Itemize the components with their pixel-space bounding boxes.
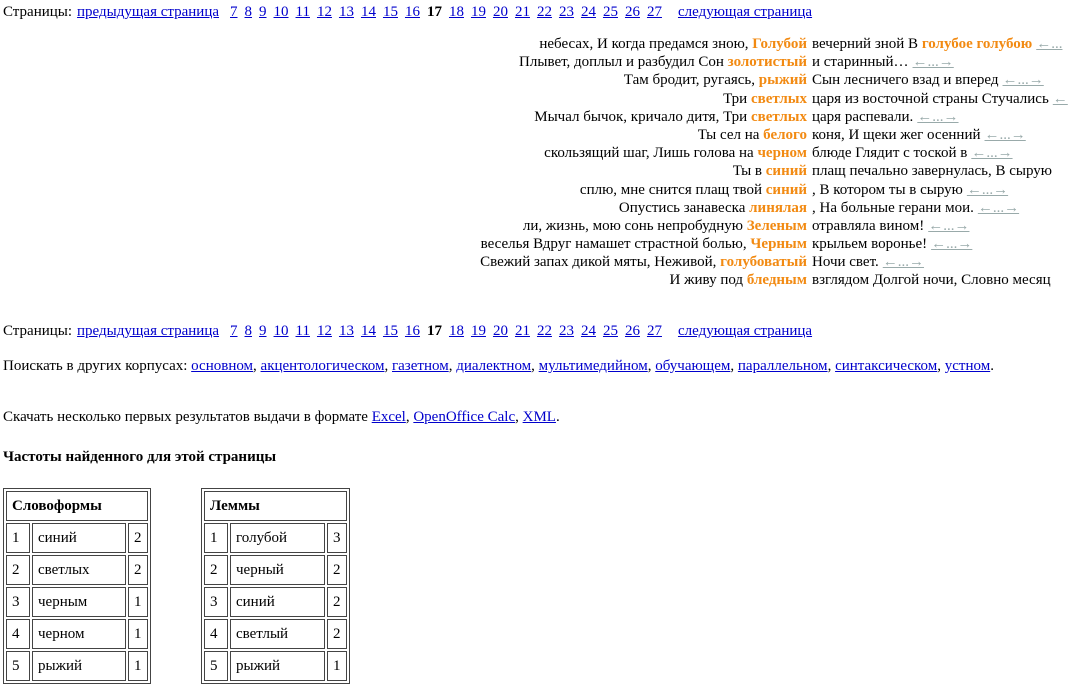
kwic-left-context bbox=[544, 145, 807, 162]
left-text: Мычал бычок, кричало дитя, Три bbox=[534, 108, 751, 125]
table-row bbox=[6, 555, 148, 585]
corpus-link[interactable]: обучающем bbox=[655, 358, 731, 374]
page-link-7[interactable]: 7 bbox=[230, 323, 238, 339]
left-text: веселья Вдруг намашет страстной болью, bbox=[480, 236, 751, 253]
page-link-13[interactable]: 13 bbox=[338, 4, 354, 20]
left-text: небесах, И когда предамся зною, bbox=[539, 36, 753, 52]
right-text: царя распевали. bbox=[812, 108, 914, 125]
right-text: , В котором ты в сырую bbox=[812, 181, 963, 198]
download-results: Скачать несколько первых результатов выдачи в формате Excel, OpenOffice Calc, XML. bbox=[3, 409, 560, 425]
page-link-23[interactable]: 23 bbox=[558, 323, 574, 339]
left-text: Ты в bbox=[732, 163, 766, 180]
kwic-row bbox=[0, 127, 1075, 145]
table-row bbox=[204, 587, 347, 617]
row-word: светлых bbox=[32, 555, 126, 585]
row-word: синий bbox=[32, 523, 126, 553]
row-count: 2 bbox=[327, 555, 347, 585]
row-word: светлый bbox=[230, 619, 325, 649]
kwic-right-context bbox=[812, 236, 972, 253]
kwic-row bbox=[0, 163, 1075, 181]
expand-context-link[interactable]: ←...→ bbox=[977, 199, 1020, 216]
right-text: Сын лесничего взад и вперед bbox=[812, 72, 999, 89]
hit-word: синий bbox=[765, 181, 807, 198]
table-row bbox=[204, 619, 347, 649]
kwic-left-context bbox=[523, 218, 807, 235]
page-link-24[interactable]: 24 bbox=[580, 4, 596, 20]
kwic-right-context bbox=[812, 163, 1052, 180]
page-link-8[interactable]: 8 bbox=[244, 4, 253, 20]
page-link-10[interactable]: 10 bbox=[273, 323, 289, 339]
row-number: 5 bbox=[6, 651, 30, 681]
page-link-21[interactable]: 21 bbox=[514, 323, 530, 339]
page-link-24[interactable]: 24 bbox=[580, 323, 596, 339]
download-label: Скачать несколько первых результатов выдачи в формате bbox=[3, 409, 372, 425]
kwic-left-context bbox=[481, 236, 807, 253]
page-link-12[interactable]: 12 bbox=[316, 323, 332, 339]
expand-context-link[interactable]: ←...→ bbox=[984, 126, 1026, 143]
kwic-row bbox=[0, 54, 1075, 72]
left-text: Плывет, доплыл и разбудил Сон bbox=[519, 54, 728, 71]
next-page-link[interactable]: следующая страница bbox=[677, 323, 813, 339]
row-number: 1 bbox=[204, 523, 228, 553]
right-text: вечерний зной В bbox=[812, 36, 922, 52]
row-number: 2 bbox=[204, 555, 228, 585]
kwic-row bbox=[0, 218, 1075, 236]
table-row bbox=[204, 555, 347, 585]
page-link-20[interactable]: 20 bbox=[492, 4, 508, 20]
left-text: сплю, мне снится плащ твой bbox=[579, 181, 766, 198]
lemmas-header: Леммы bbox=[204, 491, 347, 521]
download-format-link[interactable]: OpenOffice Calc bbox=[413, 409, 516, 425]
pager-bottom bbox=[3, 323, 818, 340]
kwic-right-context bbox=[812, 72, 1044, 89]
right-text: взглядом Долгой ночи, Словно месяц bbox=[812, 272, 1051, 289]
wordforms-header: Словоформы bbox=[6, 491, 148, 521]
row-word: черный bbox=[230, 555, 325, 585]
pager-label: Страницы: bbox=[3, 323, 73, 339]
row-word: голубой bbox=[230, 523, 325, 553]
pager-top bbox=[3, 4, 818, 21]
kwic-row bbox=[0, 91, 1075, 109]
page-link-11[interactable]: 11 bbox=[295, 323, 310, 339]
kwic-row bbox=[0, 200, 1075, 218]
corpus-link[interactable]: устном bbox=[944, 358, 991, 374]
page-link-23[interactable]: 23 bbox=[558, 4, 574, 20]
expand-context-link[interactable]: ←...→ bbox=[1002, 72, 1044, 89]
prev-page-link[interactable]: предыдущая страница bbox=[77, 4, 220, 20]
page-link-10[interactable]: 10 bbox=[273, 4, 289, 20]
corpus-link[interactable]: основном bbox=[191, 358, 254, 374]
hit-word: Зеленым bbox=[746, 217, 807, 234]
kwic-row bbox=[0, 36, 1075, 54]
row-word: рыжий bbox=[230, 651, 325, 681]
page-link-19[interactable]: 19 bbox=[470, 4, 486, 20]
row-number: 1 bbox=[6, 523, 30, 553]
left-text: скользящий шаг, Лишь голова на bbox=[544, 145, 758, 162]
kwic-left-context bbox=[733, 163, 807, 180]
row-count: 3 bbox=[327, 523, 347, 553]
expand-context-link[interactable]: ←...→ bbox=[882, 254, 925, 271]
kwic-left-context bbox=[580, 182, 807, 199]
kwic-left-context bbox=[698, 127, 807, 144]
kwic-right-context bbox=[812, 200, 1019, 217]
right-text: коня, И щеки жег осенний bbox=[812, 126, 981, 143]
expand-context-link[interactable]: ←...→ bbox=[928, 217, 970, 234]
row-word: черном bbox=[32, 619, 126, 649]
kwic-row bbox=[0, 182, 1075, 200]
search-other-corpora: Поискать в других корпусах: основном, акцентологическом, газетном, диалектном, мультимедийном, обучающем, параллельном, синтаксическом, устном. bbox=[3, 358, 994, 374]
expand-context-link[interactable]: ←...→ bbox=[912, 54, 954, 71]
download-format-link[interactable]: XML bbox=[522, 409, 556, 425]
left-text: Ты сел на bbox=[697, 126, 764, 143]
page-link-14[interactable]: 14 bbox=[360, 323, 376, 339]
page-link-18[interactable]: 18 bbox=[448, 4, 464, 20]
row-count: 1 bbox=[128, 651, 148, 681]
kwic-right-context bbox=[812, 127, 1026, 144]
kwic-left-context bbox=[723, 91, 807, 108]
page-link-20[interactable]: 20 bbox=[492, 323, 508, 339]
hit-word: Голубой bbox=[752, 36, 807, 52]
kwic-right-context bbox=[812, 109, 959, 126]
expand-context-link[interactable]: ←... bbox=[1036, 36, 1063, 52]
right-text: плащ печально завернулась, В сырую bbox=[812, 163, 1052, 180]
search-other-label: Поискать в других корпусах: bbox=[3, 358, 192, 374]
right-text: отравляла вином! bbox=[812, 217, 925, 234]
kwic-row bbox=[0, 236, 1075, 254]
corpus-link[interactable]: газетном bbox=[392, 358, 449, 374]
page-link-25[interactable]: 25 bbox=[602, 4, 618, 20]
kwic-left-context bbox=[624, 72, 807, 89]
right-text: , На больные герани мои. bbox=[812, 199, 974, 216]
lemmas-table bbox=[201, 488, 350, 684]
row-number: 3 bbox=[6, 587, 30, 617]
expand-context-link[interactable]: ←...→ bbox=[966, 181, 1009, 198]
row-count: 1 bbox=[128, 619, 148, 649]
right-text: крыльем воронье! bbox=[812, 236, 928, 253]
table-row bbox=[6, 523, 148, 553]
row-number: 2 bbox=[6, 555, 30, 585]
page-link-16[interactable]: 16 bbox=[404, 323, 420, 339]
expand-context-link[interactable]: ←...→ bbox=[917, 108, 959, 125]
next-page-link[interactable]: следующая страница bbox=[677, 4, 813, 20]
current-page: 17 bbox=[426, 323, 442, 339]
right-text: блюде Глядит с тоской в bbox=[812, 145, 968, 162]
kwic-row bbox=[0, 272, 1075, 290]
page-link-26[interactable]: 26 bbox=[624, 4, 640, 20]
row-count: 2 bbox=[128, 523, 148, 553]
hit-word: синий bbox=[765, 163, 807, 180]
hit-word: золотистый bbox=[727, 54, 807, 71]
kwic-right-context bbox=[812, 182, 1008, 199]
row-word: синий bbox=[230, 587, 325, 617]
download-format-link[interactable]: Excel bbox=[371, 409, 406, 425]
hit-word: светлых bbox=[750, 90, 807, 107]
page-link-8[interactable]: 8 bbox=[244, 323, 253, 339]
hit-word: линялая bbox=[749, 199, 807, 216]
page-link-9[interactable]: 9 bbox=[259, 4, 267, 20]
table-row bbox=[204, 523, 347, 553]
row-number: 3 bbox=[204, 587, 228, 617]
current-page: 17 bbox=[426, 4, 442, 20]
expand-context-link[interactable]: ←...→ bbox=[971, 145, 1013, 162]
row-count: 1 bbox=[128, 587, 148, 617]
page-link-19[interactable]: 19 bbox=[470, 323, 486, 339]
corpus-link[interactable]: мультимедийном bbox=[538, 358, 648, 374]
expand-context-link[interactable]: ← bbox=[1052, 90, 1068, 107]
left-text: Там бродит, ругаясь, bbox=[623, 72, 759, 89]
kwic-row bbox=[0, 109, 1075, 127]
kwic-right-context bbox=[812, 254, 924, 271]
page-link-16[interactable]: 16 bbox=[404, 4, 420, 20]
page-link-27[interactable]: 27 bbox=[646, 4, 662, 20]
page-link-7[interactable]: 7 bbox=[230, 4, 238, 20]
page-link-11[interactable]: 11 bbox=[295, 4, 310, 20]
expand-context-link[interactable]: ←...→ bbox=[931, 236, 973, 253]
left-text: Свежий запах дикой мяты, Неживой, bbox=[480, 254, 721, 271]
kwic-right-context bbox=[812, 218, 969, 235]
page-link-21[interactable]: 21 bbox=[514, 4, 530, 20]
kwic-row bbox=[0, 145, 1075, 163]
kwic-left-context bbox=[539, 36, 807, 53]
row-count: 1 bbox=[327, 651, 347, 681]
left-text: Опустись занавеска bbox=[618, 199, 750, 216]
page-link-25[interactable]: 25 bbox=[602, 323, 618, 339]
kwic-left-context bbox=[534, 109, 807, 126]
page-link-14[interactable]: 14 bbox=[360, 4, 376, 20]
concordance bbox=[0, 36, 1075, 291]
left-text: ли, жизнь, мою сонь непробудную bbox=[522, 217, 747, 234]
row-number: 5 bbox=[204, 651, 228, 681]
right-text: царя из восточной страны Стучались bbox=[812, 90, 1049, 107]
kwic-right-context bbox=[812, 145, 1013, 162]
pager-label: Страницы: bbox=[3, 4, 73, 20]
hit-word: светлых bbox=[750, 108, 807, 125]
row-count: 2 bbox=[327, 619, 347, 649]
corpus-link[interactable]: синтаксическом bbox=[835, 358, 938, 374]
page-link-15[interactable]: 15 bbox=[382, 4, 398, 20]
page-link-18[interactable]: 18 bbox=[448, 323, 464, 339]
row-number: 4 bbox=[6, 619, 30, 649]
kwic-left-context bbox=[519, 54, 807, 71]
page-link-15[interactable]: 15 bbox=[382, 323, 398, 339]
page-link-12[interactable]: 12 bbox=[316, 4, 332, 20]
wordforms-table bbox=[3, 488, 151, 684]
row-word: рыжий bbox=[32, 651, 126, 681]
row-count: 2 bbox=[128, 555, 148, 585]
table-row bbox=[204, 651, 347, 681]
page-link-27[interactable]: 27 bbox=[646, 323, 662, 339]
kwic-right-context bbox=[812, 272, 1051, 289]
kwic-row bbox=[0, 254, 1075, 272]
table-row bbox=[6, 587, 148, 617]
hit-word: рыжий bbox=[758, 72, 807, 89]
row-word: черным bbox=[32, 587, 126, 617]
left-text: И живу под bbox=[669, 272, 747, 289]
corpus-link[interactable]: параллельном bbox=[737, 358, 828, 374]
page-link-9[interactable]: 9 bbox=[259, 323, 267, 339]
kwic-right-context bbox=[812, 54, 954, 71]
kwic-left-context bbox=[670, 272, 807, 289]
row-count: 2 bbox=[327, 587, 347, 617]
hit-word: голубоватый bbox=[720, 254, 807, 271]
right-hit-word: голубое голубою bbox=[921, 36, 1033, 52]
hit-word: белого bbox=[763, 126, 807, 143]
page-link-13[interactable]: 13 bbox=[338, 323, 354, 339]
kwic-right-context bbox=[812, 91, 1068, 108]
right-text: и старинный… bbox=[812, 54, 909, 71]
hit-word: черном bbox=[757, 145, 807, 162]
frequency-title: Частоты найденного для этой страницы bbox=[3, 449, 277, 465]
kwic-left-context bbox=[480, 254, 807, 271]
corpus-link[interactable]: диалектном bbox=[456, 358, 532, 374]
prev-page-link[interactable]: предыдущая страница bbox=[77, 323, 220, 339]
page-link-26[interactable]: 26 bbox=[624, 323, 640, 339]
kwic-row bbox=[0, 72, 1075, 90]
hit-word: бледным bbox=[746, 272, 807, 289]
table-row bbox=[6, 651, 148, 681]
right-text: Ночи свет. bbox=[812, 254, 879, 271]
kwic-left-context bbox=[619, 200, 807, 217]
row-number: 4 bbox=[204, 619, 228, 649]
page-link-22[interactable]: 22 bbox=[536, 323, 552, 339]
page-link-22[interactable]: 22 bbox=[536, 4, 552, 20]
kwic-right-context bbox=[812, 36, 1062, 53]
table-row bbox=[6, 619, 148, 649]
corpus-link[interactable]: акцентологическом bbox=[260, 358, 385, 374]
hit-word: Черным bbox=[750, 236, 807, 253]
left-text: Три bbox=[723, 90, 751, 107]
